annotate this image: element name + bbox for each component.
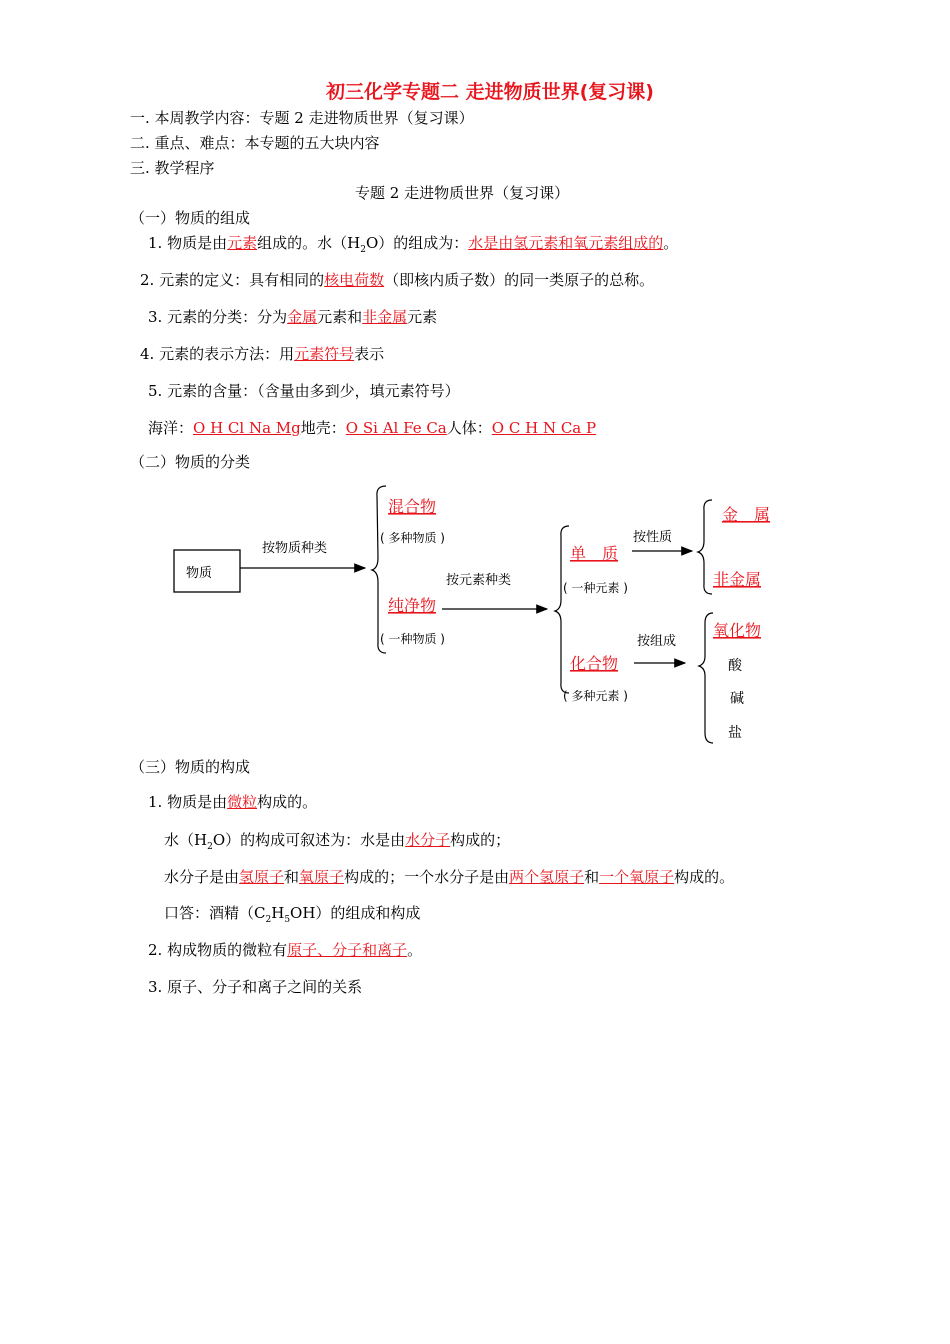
composition-item-2: 2. 元素的定义：具有相同的核电荷数（即核内质子数）的同一类原子的总称。: [140, 271, 655, 289]
answer-ocean-elements: O H Cl Na Mg: [193, 419, 301, 437]
composition-item-4: 4. 元素的表示方法：用元素符号表示: [140, 345, 385, 363]
salt-label: 盐: [728, 725, 742, 741]
section-subtitle: 专题 2 走进物质世界（复习课）: [355, 184, 570, 202]
element-abundance-line: 海洋：O H Cl Na Mg地壳：O Si Al Fe Ca人体：O C H N Ca P: [148, 419, 597, 437]
answer-particles: 微粒: [227, 793, 258, 811]
answer-element: 元素: [227, 234, 258, 252]
classification-diagram: [0, 478, 950, 753]
compound-label: 化合物: [570, 654, 619, 673]
answer-water-composition: 水是由氢元素和氧元素组成的: [468, 234, 664, 252]
structure-item-1: 1. 物质是由微粒构成的。: [148, 793, 318, 811]
bracket-metal-nonmetal: [698, 500, 712, 594]
answer-hydrogen-atom: 氢原子: [239, 868, 285, 886]
pure-substance-label: 纯净物: [388, 596, 437, 615]
line-teaching-content: 一. 本周教学内容：专题 2 走进物质世界（复习课）: [130, 109, 474, 127]
answer-water-molecule: 水分子: [405, 831, 451, 849]
answer-crust-elements: O Si Al Fe Ca: [345, 419, 447, 437]
answer-nonmetal: 非金属: [362, 308, 408, 326]
bracket-simple-compound: [555, 526, 569, 693]
section-heading-structure: （三）物质的构成: [130, 758, 251, 776]
oral-question-line: 口答：酒精$(C_2H_5OH)$的组成和构成: [164, 904, 421, 925]
page-title: 初三化学专题二 走进物质世界(复习课): [326, 81, 654, 103]
simple-substance-note: ( 一种元素 ): [563, 581, 628, 595]
bracket-compound-types: [699, 613, 713, 743]
mixture-note: ( 多种物质 ): [380, 531, 445, 545]
answer-oxygen-atom: 氧原子: [299, 868, 345, 886]
answer-two-hydrogen-atoms: 两个氢原子: [509, 868, 585, 886]
mixture-label: 混合物: [388, 497, 437, 516]
matter-label: 物质: [186, 566, 213, 581]
answer-element-symbol: 元素符号: [294, 345, 355, 363]
water-structure-line: 水$(H_2O)$的构成可叙述为：水是由水分子构成的；: [164, 831, 511, 852]
by-kind-label: 按物质种类: [262, 541, 328, 556]
simple-substance-label: 单 质: [570, 544, 619, 563]
line-key-points: 二. 重点、难点：本专题的五大块内容: [130, 134, 380, 152]
metal-label: 金 属: [722, 505, 771, 524]
base-label: 碱: [730, 691, 744, 707]
section-heading-classification: （二）物质的分类: [130, 453, 251, 471]
by-composition-label: 按组成: [637, 634, 677, 649]
compound-note: ( 多种元素 ): [563, 689, 628, 703]
section-heading-composition: （一）物质的组成: [130, 209, 251, 227]
pure-substance-note: ( 一种物质 ): [380, 632, 445, 646]
nonmetal-label: 非金属: [713, 570, 762, 589]
answer-particle-types: 原子、分子和离子: [287, 941, 408, 959]
answer-one-oxygen-atom: 一个氧原子: [599, 868, 675, 886]
answer-nuclear-charge: 核电荷数: [324, 271, 385, 289]
acid-label: 酸: [728, 658, 742, 674]
composition-item-1: 1. 物质是由元素组成的。水$(H_2O)$的组成为：水是由氢元素和氧元素组成的。: [148, 234, 679, 255]
water-molecule-line: 水分子是由氢原子和氧原子构成的；一个水分子是由两个氢原子和一个氧原子构成的。: [164, 868, 735, 886]
structure-item-3: 3. 原子、分子和离子之间的关系: [148, 978, 363, 996]
line-procedure: 三. 教学程序: [130, 159, 215, 177]
bracket-mixture-pure: [372, 486, 386, 653]
answer-body-elements: O C H N Ca P: [491, 419, 597, 437]
structure-item-2: 2. 构成物质的微粒有原子、分子和离子。: [148, 941, 423, 959]
composition-item-3: 3. 元素的分类：分为金属元素和非金属元素: [148, 308, 438, 326]
oxide-label: 氧化物: [713, 621, 762, 640]
answer-metal: 金属: [287, 308, 318, 326]
by-element-label: 按元素种类: [446, 573, 512, 588]
by-property-label: 按性质: [633, 530, 673, 545]
composition-item-5: 5. 元素的含量：（含量由多到少，填元素符号）: [148, 382, 460, 400]
